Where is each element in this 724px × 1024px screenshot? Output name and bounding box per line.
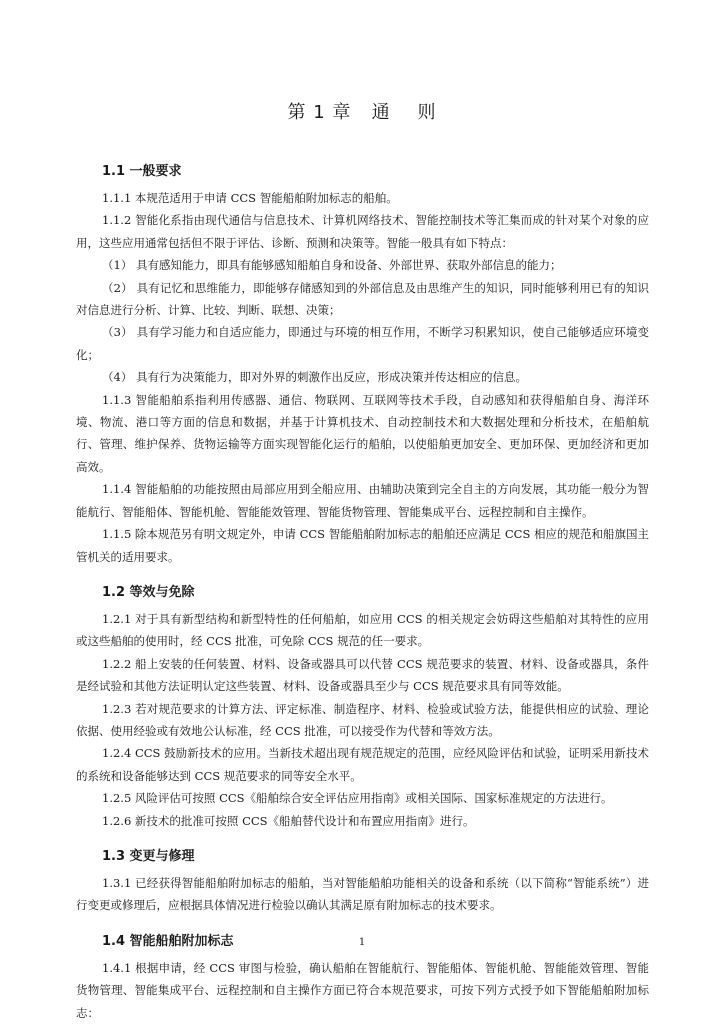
section-1-1: [76, 163, 649, 568]
paragraph: 1.2.6 新技术的批准可按照 CCS《船舶替代设计和布置应用指南》进行。: [102, 813, 475, 828]
section-heading: 1.3 变更与修理: [102, 848, 195, 864]
paragraph: 1.4.1 根据申请，经 CCS 审图与检验，确认船舶在智能航行、智能船体、智能机舱、智能能效管理、智能货物管理、智能集成平台、远程控制和自主操作方面已符合本规范要求，可按下列方式授予如下智能船舶附加标志：: [76, 960, 649, 1020]
list-item: （4） 具有行为决策能力，即对外界的刺激作出反应，形成决策并传达相应的信息。: [102, 370, 527, 385]
paragraph: 1.3.1 已经获得智能船舶附加标志的船舶，当对智能船舶功能相关的设备和系统（以下简称“智能系统”）进行变更或修理后，应根据具体情况进行检验以确认其满足原有附加标志的技术要求。: [76, 875, 649, 913]
document-body: [76, 163, 649, 1024]
section-heading: 1.2 等效与免除: [102, 584, 195, 600]
paragraph: 1.2.4 CCS 鼓励新技术的应用。当新技术超出现有规范规定的范围，应经风险评估和试验，证明采用新技术的系统和设备能够达到 CCS 规范要求的同等安全水平。: [76, 746, 649, 783]
list-item: （3） 具有学习能力和自适应能力，即通过与环境的相互作用，不断学习积累知识，使自己能够适应环境变化；: [76, 325, 649, 362]
paragraph: 1.1.5 除本规范另有明文规定外，申请 CCS 智能船舶附加标志的船舶还应满足 CCS 相应的规范和船旗国主管机关的适用要求。: [76, 527, 649, 564]
paragraph: 1.2.2 船上安装的任何装置、材料、设备或器具可以代替 CCS 规范要求的装置、材料、设备或器具，条件是经试验和其他方法证明认定这些装置、材料、设备或器具至少与 CCS 规范要求具有同等效能。: [76, 656, 649, 694]
page-number: 1: [358, 937, 366, 948]
section-1-3: [76, 848, 649, 917]
section-heading: 1.4 智能船舶附加标志: [102, 933, 234, 949]
paragraph: 1.1.1 本规范适用于申请 CCS 智能船舶附加标志的船舶。: [102, 191, 398, 205]
list-item: （2） 具有记忆和思维能力，即能够存储感知到的外部信息及由思维产生的知识，同时能够利用已有的知识对信息进行分析、计算、比较、判断、联想、决策；: [76, 280, 649, 318]
section-1-2: [76, 584, 649, 832]
paragraph: 1.2.3 若对规范要求的计算方法、评定标准、制造程序、材料、检验或试验方法，能提供相应的试验、理论依据、使用经验或有效地公认标准，经 CCS 批准，可以接受作为代替和等效方法。: [76, 701, 649, 738]
list-item: （1） 具有感知能力，即具有能够感知船舶自身和设备、外部世界、获取外部信息的能力；: [102, 258, 562, 273]
paragraph: 1.1.2 智能化系指由现代通信与信息技术、计算机网络技术、智能控制技术等汇集而成的针对某个对象的应用，这些应用通常包括但不限于评估、诊断、预测和决策等。智能一般具有如下特点：: [76, 213, 649, 250]
paragraph: 1.2.1 对于具有新型结构和新型特性的任何船舶，如应用 CCS 的相关规定会妨碍这些船舶对其特性的应用或这些船舶的使用时，经 CCS 批准，可免除 CCS 规范的任一要求。: [76, 611, 649, 649]
paragraph: 1.1.4 智能船舶的功能按照由局部应用到全船应用、由辅助决策到完全自主的方向发展，其功能一般分为智能航行、智能船体、智能机舱、智能能效管理、智能货物管理、智能集成平台、远程控制和自主操作。: [76, 482, 649, 519]
section-heading: 1.1 一般要求: [102, 164, 182, 179]
paragraph: 1.2.5 风险评估可按照 CCS《船舶综合安全评估应用指南》或相关国际、国家标准规定的方法进行。: [102, 791, 613, 806]
chapter-title: 第 1 章 通 则: [287, 102, 437, 123]
paragraph: 1.1.3 智能船舶系指利用传感器、通信、物联网、互联网等技术手段，自动感知和获得船舶自身、海洋环境、物流、港口等方面的信息和数据，并基于计算机技术、自动控制技术和大数据处理和分析技术，在船舶航行、管理、维护保养、货物运输等方面实现智能化运行的船舶，以使船舶更加安全、更加环保、更加经济和更加高效。: [76, 392, 649, 474]
